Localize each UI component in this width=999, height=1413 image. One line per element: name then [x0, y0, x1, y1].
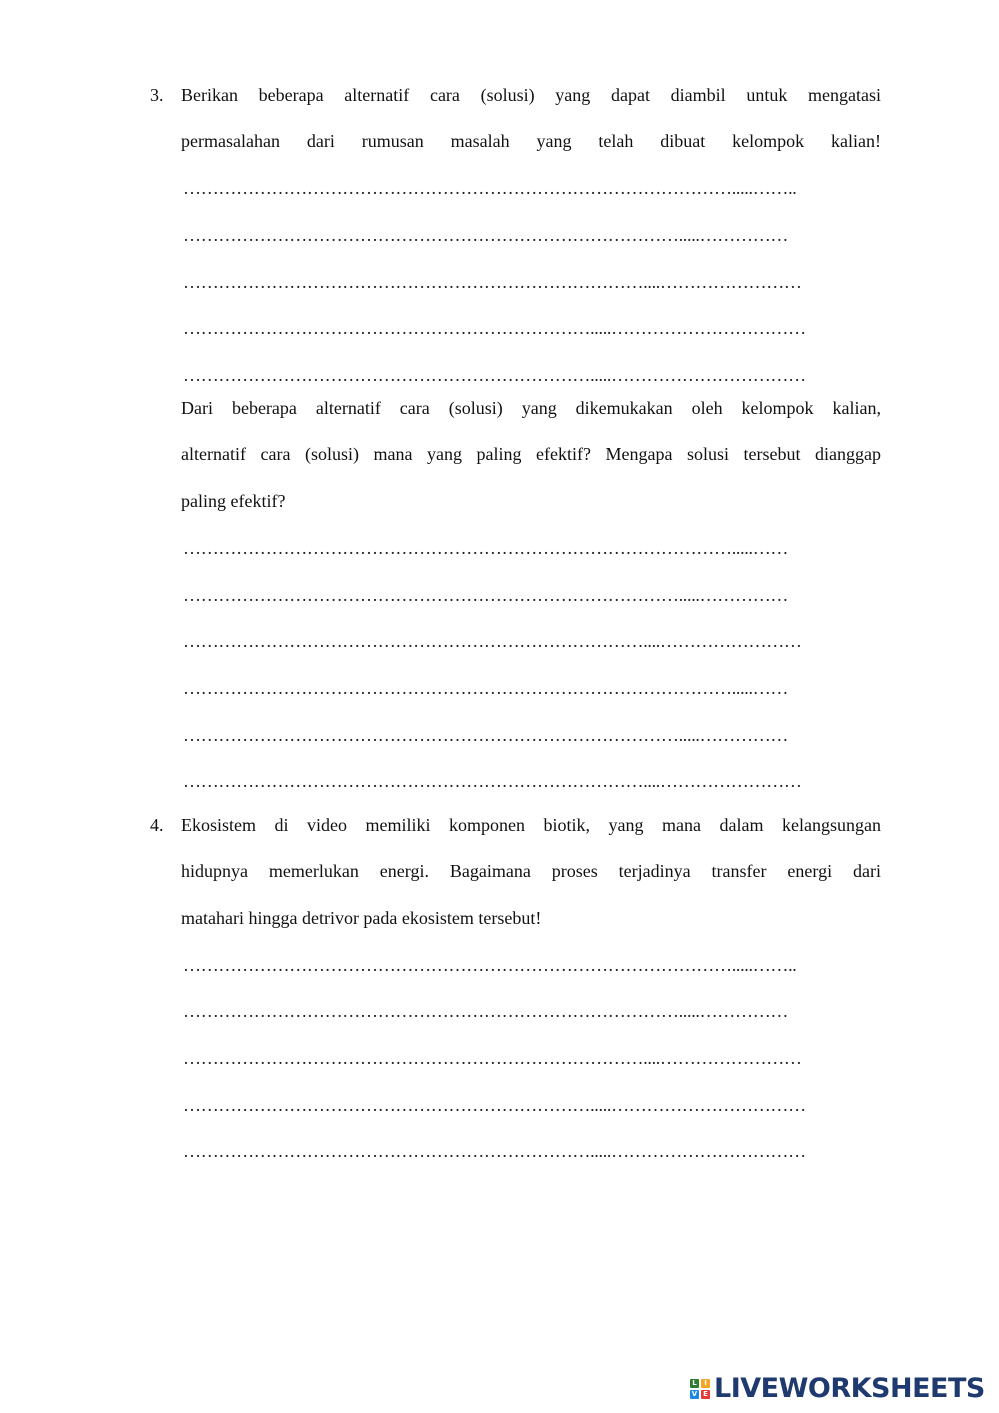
- question-3-text-line-2: permasalahan dari rumusan masalah yang telah dibuat kelompok kalian!: [181, 131, 881, 151]
- answer-line[interactable]: …………………………………………………………….....……………………………: [183, 1141, 806, 1161]
- question-3-followup-line-3: paling efektif?: [181, 491, 286, 511]
- answer-line[interactable]: ……………………………………………………………………....……………………: [183, 631, 802, 651]
- question-4-text-line-1: Ekosistem di video memiliki komponen biotik, yang mana dalam kelangsungan: [181, 815, 881, 835]
- answer-line[interactable]: ……………………………………………………………………....……………………: [183, 771, 802, 791]
- answer-line[interactable]: ………………………………………………………………………………….....……: [183, 678, 789, 698]
- question-4-number: 4.: [150, 815, 164, 835]
- question-3-number: 3.: [150, 85, 164, 105]
- logo-mark-tile: L: [690, 1379, 699, 1388]
- question-3-followup-line-1: Dari beberapa alternatif cara (solusi) yang dikemukakan oleh kelompok kalian,: [181, 398, 881, 418]
- logo-text: LIVEWORKSHEETS: [714, 1373, 985, 1404]
- answer-line[interactable]: ………………………………………………………………………….....……………: [183, 585, 789, 605]
- logo-mark-tile: V: [691, 1390, 698, 1398]
- answer-line[interactable]: ……………………………………………………………………....……………………: [183, 1048, 802, 1068]
- answer-line[interactable]: ……………………………………………………………………....……………………: [183, 272, 802, 292]
- liveworksheets-logo: [690, 1374, 985, 1404]
- question-4-text-line-2: hidupnya memerlukan energi. Bagaimana proses terjadinya transfer energi dari: [181, 861, 881, 881]
- question-3-followup-line-2: alternatif cara (solusi) mana yang paling efektif? Mengapa solusi tersebut dianggap: [181, 444, 881, 464]
- answer-line[interactable]: …………………………………………………………….....……………………………: [183, 318, 806, 338]
- logo-mark-tile: I: [701, 1379, 710, 1388]
- answer-line[interactable]: ………………………………………………………………………………….....……..: [183, 178, 797, 198]
- answer-line[interactable]: …………………………………………………………….....……………………………: [183, 1095, 806, 1115]
- answer-line[interactable]: ………………………………………………………………………………….....……..: [183, 955, 797, 975]
- logo-mark-tile: E: [701, 1390, 710, 1399]
- question-3-text-line-1: Berikan beberapa alternatif cara (solusi) yang dapat diambil untuk mengatasi: [181, 85, 881, 105]
- question-4-text-line-3: matahari hingga detrivor pada ekosistem tersebut!: [181, 908, 542, 928]
- answer-line[interactable]: ………………………………………………………………………………….....……: [183, 538, 789, 558]
- answer-line[interactable]: ………………………………………………………………………….....……………: [183, 725, 789, 745]
- answer-line[interactable]: ………………………………………………………………………….....……………: [183, 1001, 789, 1021]
- liveworksheets-mark-icon: [690, 1379, 710, 1399]
- answer-line[interactable]: ………………………………………………………………………….....……………: [183, 225, 789, 245]
- answer-line[interactable]: …………………………………………………………….....……………………………: [183, 365, 806, 385]
